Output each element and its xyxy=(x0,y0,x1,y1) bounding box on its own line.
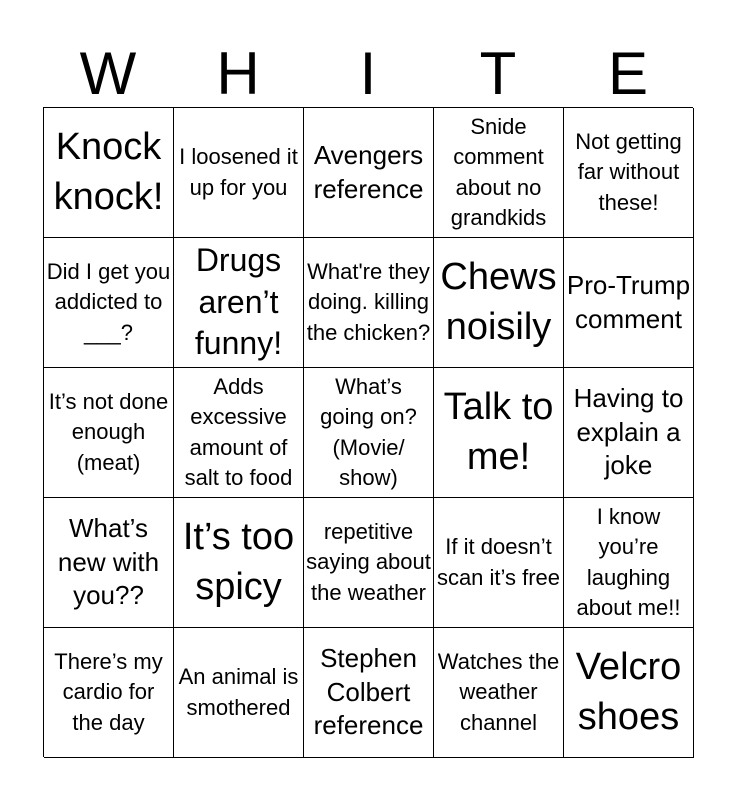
bingo-cell[interactable]: Snide comment about no grandkids xyxy=(434,108,564,238)
header-letter-h: H xyxy=(216,40,260,107)
bingo-cell[interactable]: I loosened it up for you xyxy=(174,108,304,238)
bingo-cell[interactable]: Not getting far without these! xyxy=(564,108,694,238)
bingo-cell[interactable]: Pro-Trump comment xyxy=(564,238,694,368)
bingo-cell[interactable]: Drugs aren’t funny! xyxy=(174,238,304,368)
bingo-cell[interactable]: Watches the weather channel xyxy=(434,628,564,758)
bingo-cell[interactable]: Having to explain a joke xyxy=(564,368,694,498)
bingo-cell[interactable]: Velcro shoes xyxy=(564,628,694,758)
bingo-cell[interactable]: Avengers reference xyxy=(304,108,434,238)
header-letter-t: T xyxy=(479,40,517,107)
bingo-cell[interactable]: Chews noisily xyxy=(434,238,564,368)
bingo-cell[interactable]: It’s too spicy xyxy=(174,498,304,628)
bingo-cell[interactable]: I know you’re laughing about me!! xyxy=(564,498,694,628)
bingo-cell[interactable]: Did I get you addicted to ___? xyxy=(44,238,174,368)
bingo-cell[interactable]: If it doesn’t scan it’s free xyxy=(434,498,564,628)
bingo-cell[interactable]: Stephen Colbert reference xyxy=(304,628,434,758)
bingo-cell[interactable]: What’s going on? (Movie/ show) xyxy=(304,368,434,498)
bingo-cell[interactable]: Talk to me! xyxy=(434,368,564,498)
bingo-cell[interactable]: What’s new with you?? xyxy=(44,498,174,628)
bingo-cell[interactable]: Knock knock! xyxy=(44,108,174,238)
bingo-cell[interactable]: What're they doing. killing the chicken? xyxy=(304,238,434,368)
bingo-cell[interactable]: There’s my cardio for the day xyxy=(44,628,174,758)
bingo-cell[interactable]: It’s not done enough (meat) xyxy=(44,368,174,498)
bingo-header xyxy=(43,40,693,108)
bingo-cell[interactable]: repetitive saying about the weather xyxy=(304,498,434,628)
header-letter-e: E xyxy=(607,40,649,107)
bingo-cell[interactable]: An animal is smothered xyxy=(174,628,304,758)
header-letter-w: W xyxy=(79,40,137,107)
bingo-grid xyxy=(43,107,693,757)
bingo-cell[interactable]: Adds excessive amount of salt to food xyxy=(174,368,304,498)
header-letter-i: I xyxy=(359,40,377,107)
